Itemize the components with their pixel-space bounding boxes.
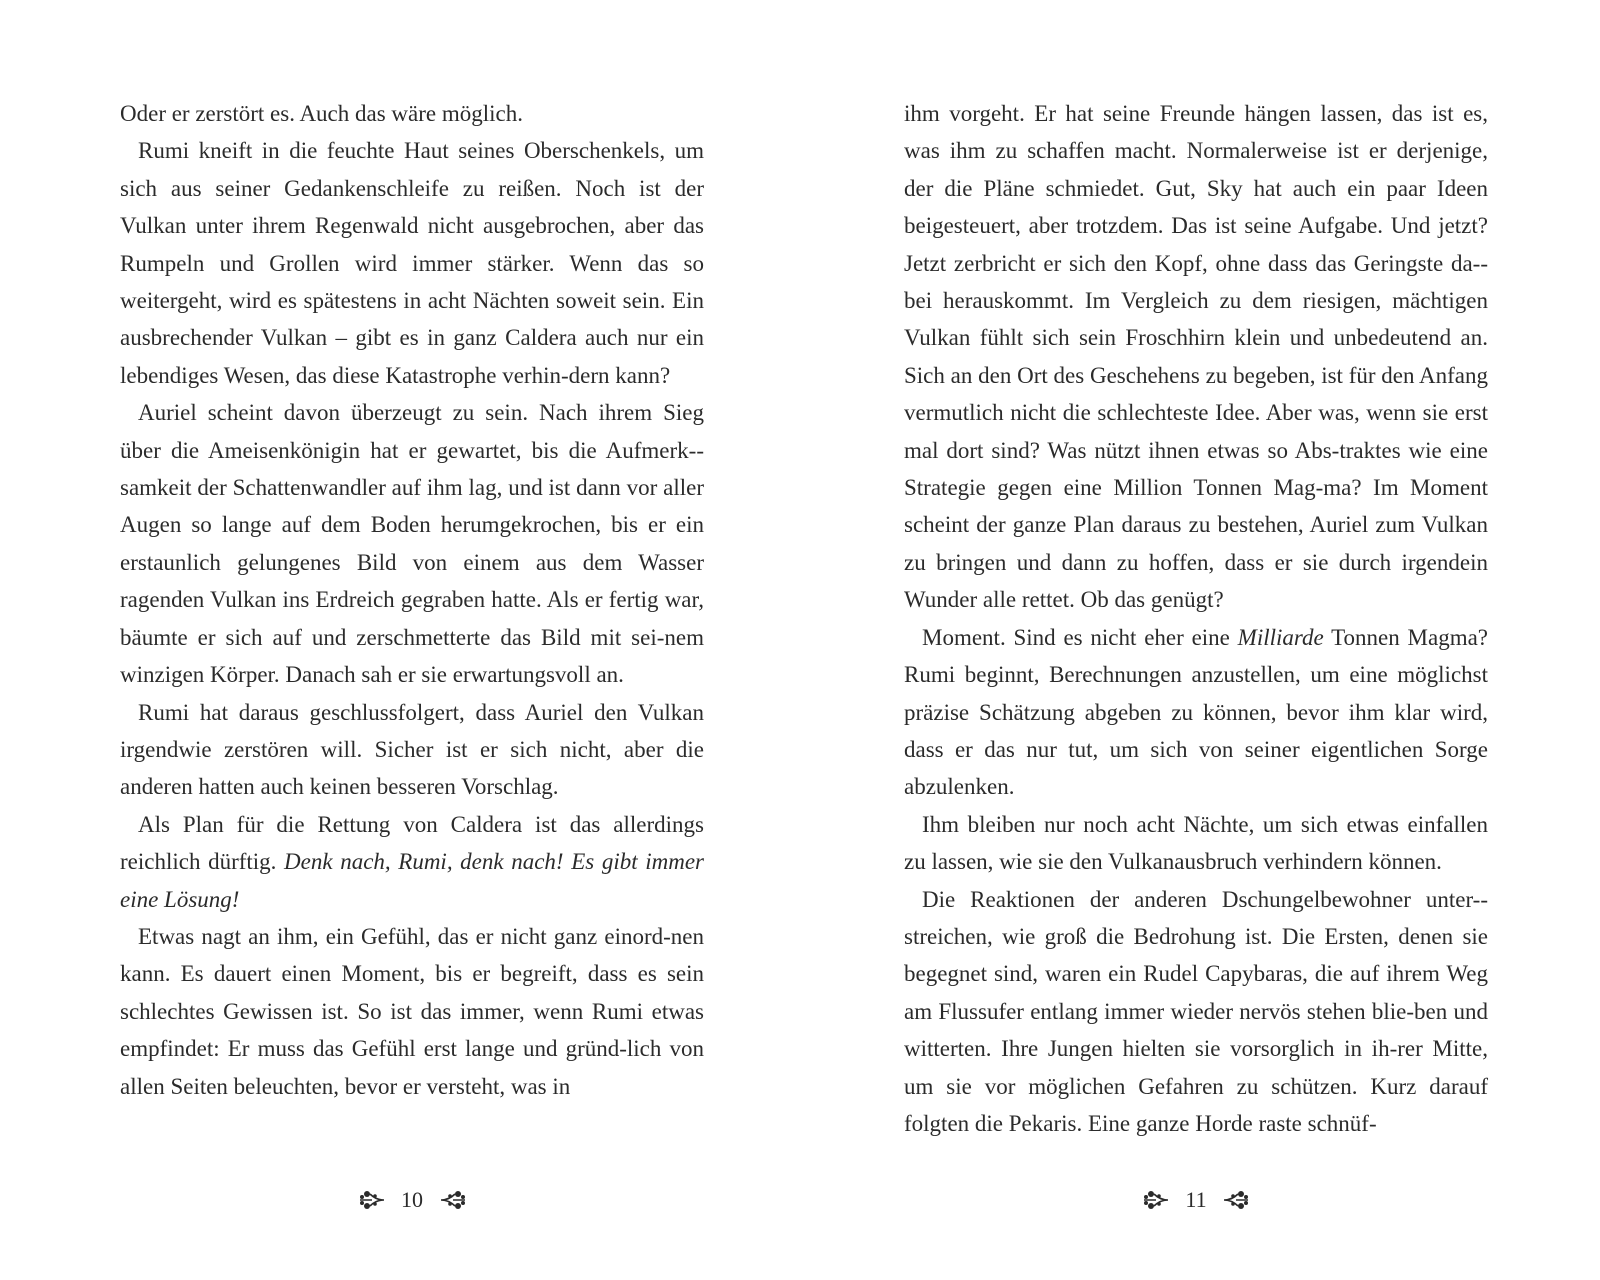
paragraph bbox=[120, 918, 704, 1105]
left-page-footer bbox=[120, 1183, 704, 1215]
paragraph bbox=[904, 619, 1488, 806]
floral-ornament-left-icon bbox=[358, 1190, 386, 1210]
text-run: Rumi kneift in die feuchte Haut seines Oberschenkels, um sich aus seiner Gedankenschleife zu reißen. Noch ist der Vulkan unter ihrem Regenwald nicht ausgebrochen, aber das Rumpeln und Grollen wird immer stärker. Wenn das so weitergeht, wird es spätestens in acht Nächten soweit sein. Ein ausbrechender Vulkan – gibt es in ganz Caldera auch nur ein lebendiges Wesen, das diese Katastrophe verhin-dern kann? bbox=[120, 138, 704, 388]
text-run: Rumi hat daraus geschlussfolgert, dass Auriel den Vulkan irgendwie zerstören will. Sicher ist er sich nicht, aber die anderen hatten auch keinen besseren Vorschlag. bbox=[120, 699, 704, 800]
paragraph bbox=[904, 881, 1488, 1143]
right-page bbox=[904, 95, 1488, 1215]
italic-text: Denk nach, Rumi, denk nach! Es gibt immer eine Lösung! bbox=[120, 849, 704, 912]
paragraph bbox=[120, 95, 704, 132]
italic-text: Milliarde bbox=[1237, 624, 1324, 650]
text-run: Ihm bleiben nur noch acht Nächte, um sich etwas einfallen zu lassen, wie sie den Vulkanausbruch verhindern können. bbox=[904, 811, 1488, 875]
right-page-footer bbox=[904, 1183, 1488, 1215]
right-page-text bbox=[904, 95, 1488, 1142]
text-run: Etwas nagt an ihm, ein Gefühl, das er nicht ganz einord-nen kann. Es dauert einen Moment, bis er begreift, dass es sein schlechtes Gewissen ist. So ist das immer, wenn Rumi etwas empfindet: Er muss das Gefühl erst lange und gründ-lich von allen Seiten beleuchten, bevor er versteht, was in bbox=[120, 923, 704, 1099]
paragraph bbox=[120, 806, 704, 918]
text-run: Tonnen Magma? Rumi beginnt, Berechnungen anzustellen, um eine möglichst präzise Schätzung abgeben zu können, bevor ihm klar wird, dass er das nur tut, um sich von seiner eigentlichen Sorge abzulenken. bbox=[904, 624, 1488, 800]
floral-ornament-right-icon bbox=[439, 1190, 467, 1210]
left-page-text bbox=[120, 95, 704, 1105]
left-page bbox=[120, 95, 704, 1215]
text-run: Oder er zerstört es. Auch das wäre möglich. bbox=[120, 101, 523, 126]
text-run: Auriel scheint davon überzeugt zu sein. Nach ihrem Sieg über die Ameisenkönigin hat er gewartet, bis die Aufmerk-samkeit der Schattenwandler auf ihm lag, und ist dann vor aller Augen so lange auf dem Boden herumgekrochen, bis er ein erstaunlich gelungenes Bild von einem aus dem Wasser ragenden Vulkan ins Erdreich gegraben hatte. Als er fertig war, bäumte er sich auf und zerschmetterte das Bild mit sei-nem winzigen Körper. Danach sah er sie erwartungsvoll an. bbox=[120, 400, 704, 688]
floral-ornament-right-icon bbox=[1222, 1190, 1250, 1210]
paragraph bbox=[120, 394, 704, 693]
paragraph bbox=[120, 132, 704, 394]
paragraph bbox=[904, 95, 1488, 619]
text-run: Als Plan für die Rettung von Caldera ist das allerdings reichlich dürftig. bbox=[120, 811, 704, 875]
paragraph bbox=[904, 806, 1488, 881]
page-number: 11 bbox=[1185, 1186, 1207, 1212]
text-run: Die Reaktionen der anderen Dschungelbewohner unter-streichen, wie groß die Bedrohung ist. Die Ersten, denen sie begegnet sind, waren ein Rudel Capybaras, die auf ihrem Weg am Flussufer entlang immer wieder nervös stehen blie-ben und witterten. Ihre Jungen hielten sie vorsorglich in ih-rer Mitte, um sie vor möglichen Gefahren zu schützen. Kurz darauf folgten die Pekaris. Eine ganze Horde raste schnüf- bbox=[904, 886, 1488, 1136]
text-run: Moment. Sind es nicht eher eine bbox=[922, 624, 1238, 650]
text-run: ihm vorgeht. Er hat seine Freunde hängen lassen, das ist es, was ihm zu schaffen macht. Normalerweise ist er derjenige, der die Pläne schmiedet. Gut, Sky hat auch ein paar Ideen beigesteuert, aber trotzdem. Das ist seine Aufgabe. Und jetzt? Jetzt zerbricht er sich den Kopf, ohne dass das Geringste da-bei herauskommt. Im Vergleich zu dem riesigen, mächtigen Vulkan fühlt sich sein Froschhirn klein und unbedeutend an. Sich an den Ort des Geschehens zu begeben, ist für den Anfang vermutlich nicht die schlechteste Idee. Aber was, wenn sie erst mal dort sind? Was nützt ihnen etwas so Abs-traktes wie eine Strategie gegen eine Million Tonnen Mag-ma? Im Moment scheint der ganze Plan daraus zu bestehen, Auriel zum Vulkan zu bringen und dann zu hoffen, dass er sie durch irgendein Wunder alle rettet. Ob das genügt? bbox=[904, 101, 1488, 613]
paragraph bbox=[120, 694, 704, 806]
page-number: 10 bbox=[401, 1186, 423, 1212]
floral-ornament-left-icon bbox=[1142, 1190, 1170, 1210]
